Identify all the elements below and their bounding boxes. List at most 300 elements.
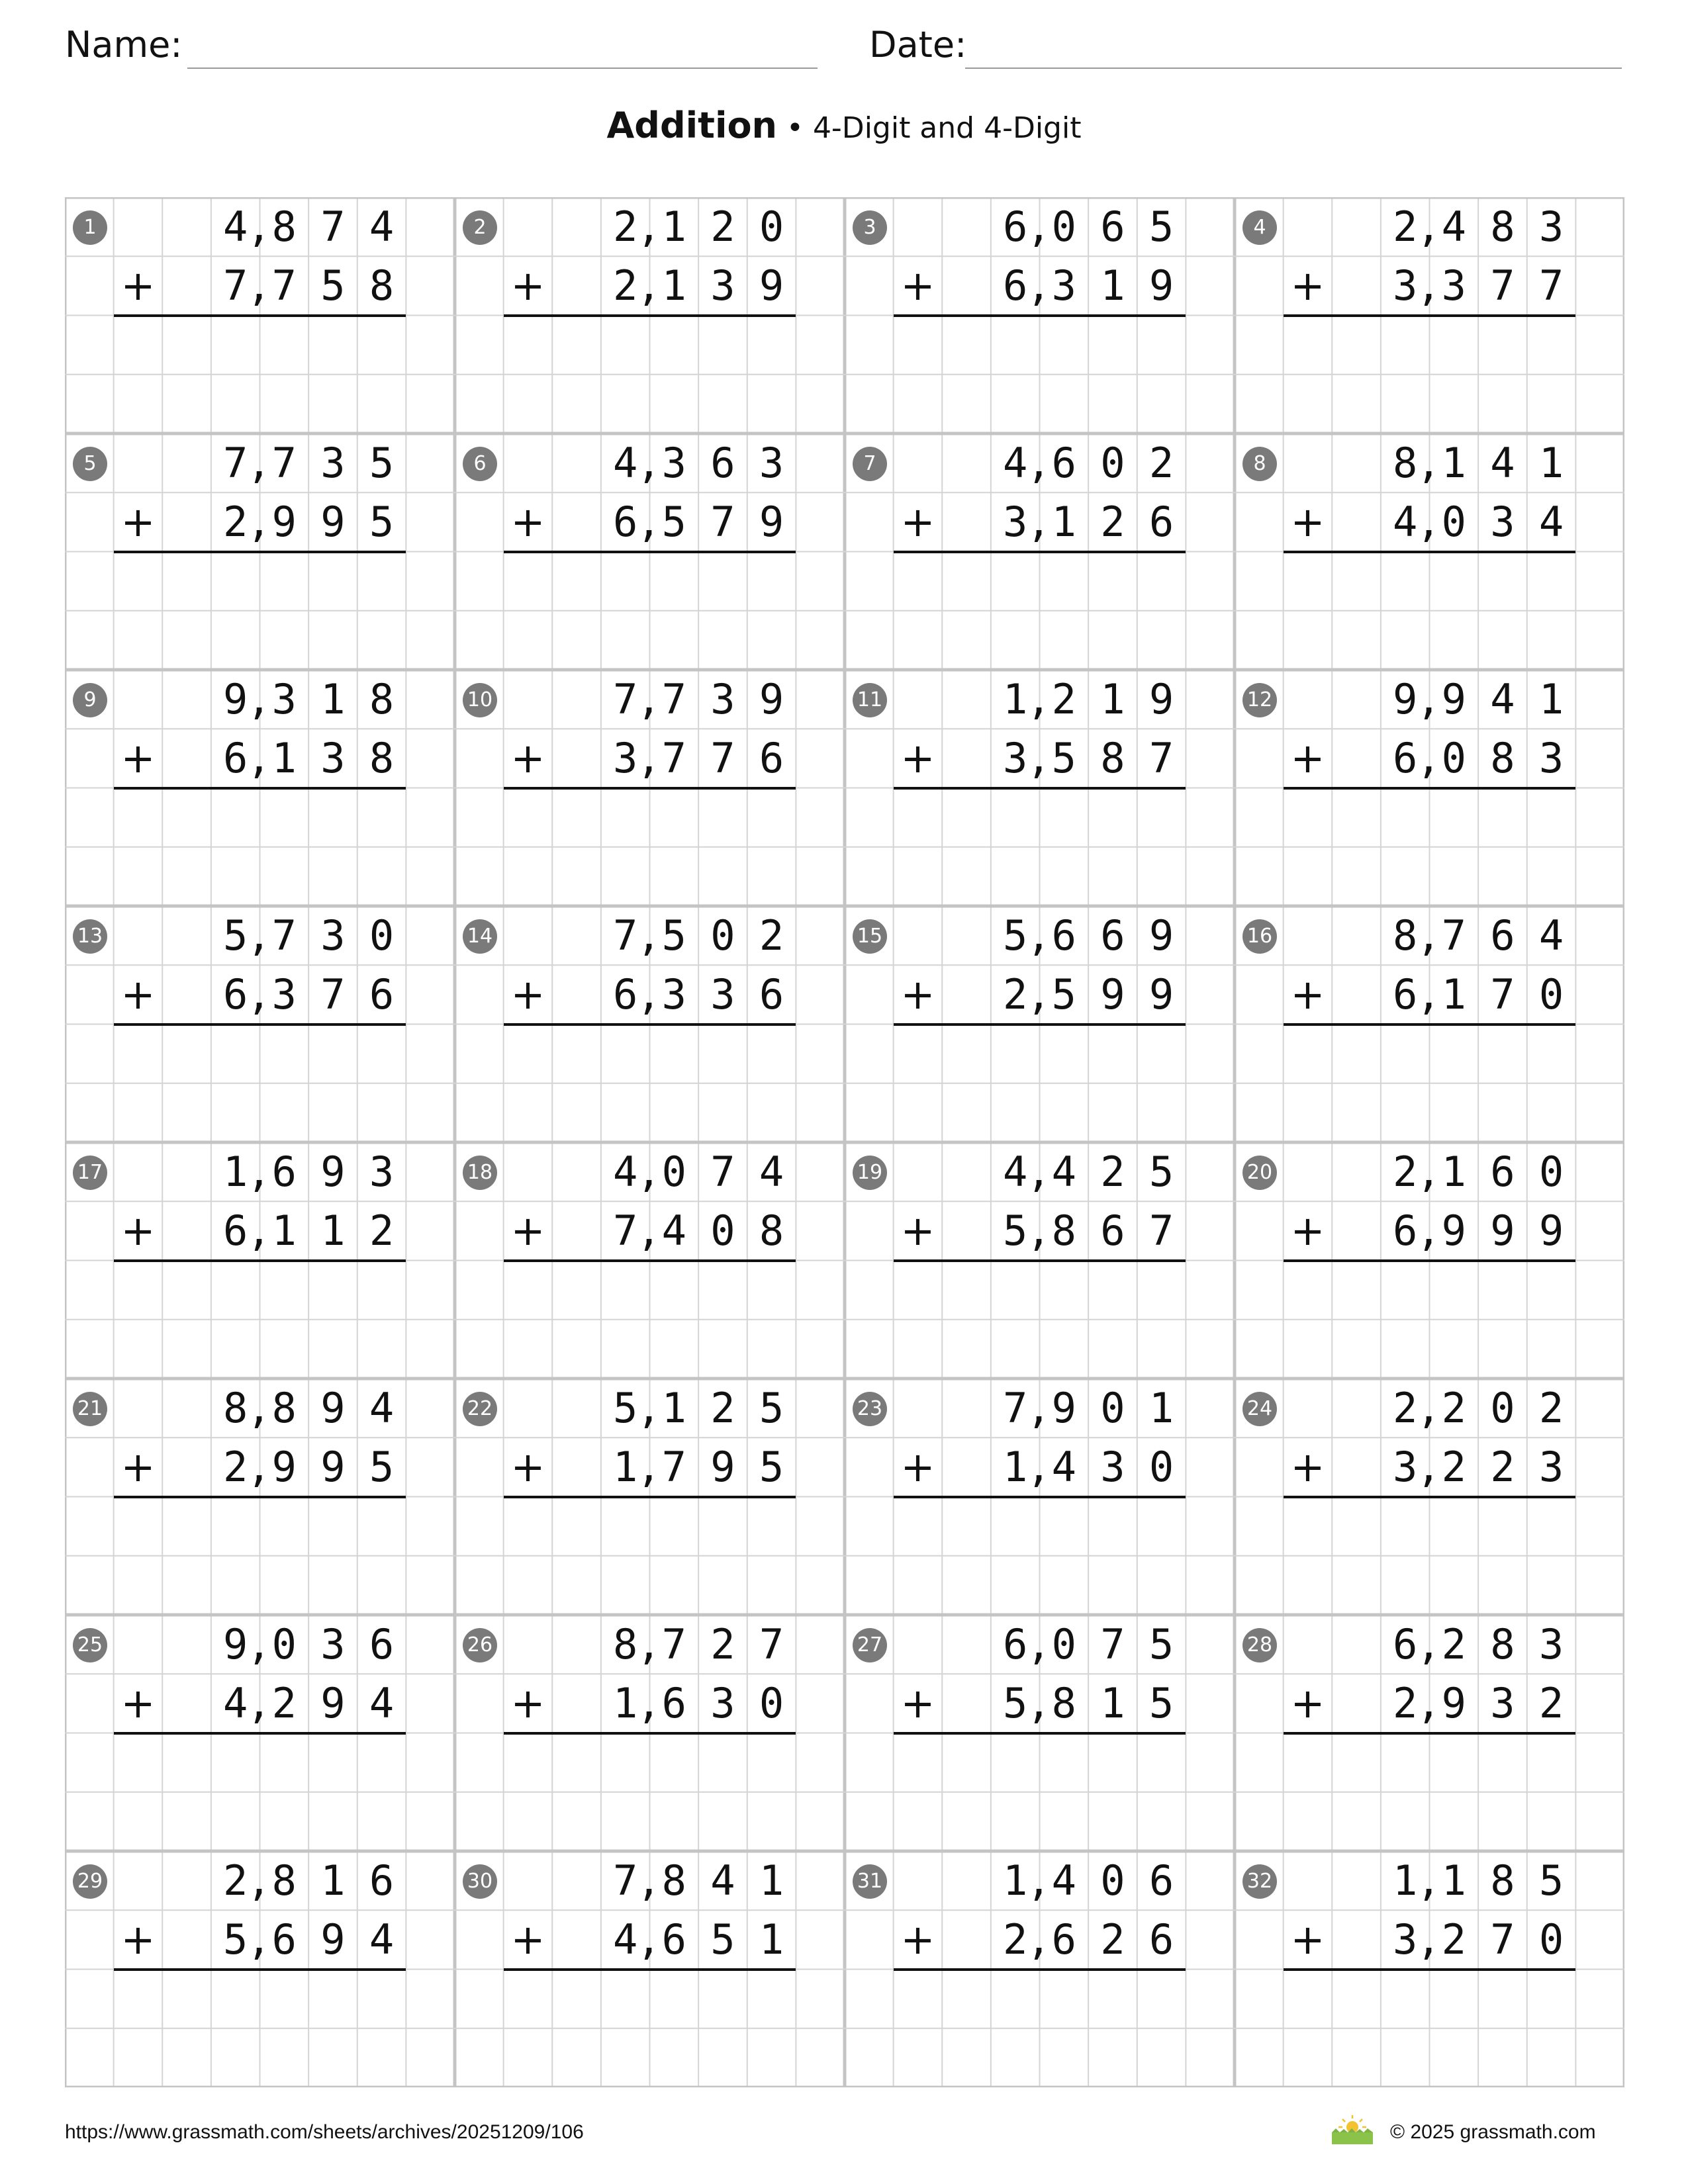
addend-top-digit: 6 bbox=[1490, 1148, 1515, 1196]
addend-top-digit: 1 bbox=[1538, 675, 1564, 723]
addend-bottom-digit: 4 bbox=[613, 1915, 638, 1964]
problem-8 bbox=[1235, 433, 1624, 670]
addend-bottom-thousands-comma: , bbox=[636, 261, 661, 310]
problem-15 bbox=[845, 906, 1235, 1142]
addend-top-thousands-comma: , bbox=[1416, 675, 1441, 723]
addend-bottom-digit: 1 bbox=[1051, 498, 1076, 547]
plus-sign: + bbox=[120, 1679, 156, 1728]
addend-top-thousands-comma: , bbox=[1416, 1856, 1441, 1905]
answer-area[interactable] bbox=[1284, 1497, 1576, 1615]
addend-top-digit: 3 bbox=[320, 439, 346, 487]
addend-top-thousands-comma: , bbox=[636, 439, 661, 487]
addend-bottom-digit: 6 bbox=[1051, 1915, 1076, 1964]
addend-top-digit: 7 bbox=[1003, 1384, 1028, 1432]
addend-bottom-digit: 7 bbox=[661, 734, 686, 783]
addend-bottom-digit: 3 bbox=[271, 970, 297, 1019]
addend-top-digit: 5 bbox=[613, 1384, 638, 1432]
addend-top-digit: 0 bbox=[1100, 439, 1125, 487]
addend-bottom-digit: 8 bbox=[1490, 734, 1515, 783]
addend-top-digit: 2 bbox=[1538, 1384, 1564, 1432]
addend-bottom-digit: 8 bbox=[759, 1206, 784, 1255]
addend-top-digit: 4 bbox=[613, 439, 638, 487]
addend-bottom-digit: 1 bbox=[1003, 1443, 1028, 1492]
addend-top-digit: 1 bbox=[320, 675, 346, 723]
addend-bottom-digit: 6 bbox=[1393, 970, 1418, 1019]
problem-20 bbox=[1235, 1142, 1624, 1379]
addend-bottom-digit: 5 bbox=[1051, 970, 1076, 1019]
addend-bottom-digit: 6 bbox=[759, 970, 784, 1019]
plus-sign: + bbox=[510, 261, 545, 310]
addend-top-digit: 4 bbox=[1490, 439, 1515, 487]
addend-bottom-digit: 0 bbox=[1538, 970, 1564, 1019]
answer-area[interactable] bbox=[504, 1970, 796, 2088]
addend-top-digit: 0 bbox=[661, 1148, 686, 1196]
addend-bottom-digit: 3 bbox=[1490, 1679, 1515, 1728]
addend-bottom-digit: 7 bbox=[320, 970, 346, 1019]
addend-bottom-digit: 9 bbox=[1100, 970, 1125, 1019]
addend-top-thousands-comma: , bbox=[1416, 439, 1441, 487]
addend-top-digit: 6 bbox=[1100, 203, 1125, 251]
plus-sign: + bbox=[510, 970, 545, 1019]
answer-area[interactable] bbox=[1284, 552, 1576, 670]
answer-area[interactable] bbox=[114, 788, 406, 907]
addend-top-digit: 2 bbox=[759, 911, 784, 960]
plus-sign: + bbox=[1290, 1915, 1325, 1964]
answer-area[interactable] bbox=[504, 1497, 796, 1615]
addend-bottom-digit: 2 bbox=[223, 498, 248, 547]
addend-top-digit: 9 bbox=[1149, 911, 1174, 960]
problem-1 bbox=[65, 197, 455, 433]
addend-top-digit: 4 bbox=[1003, 439, 1028, 487]
addend-top-digit: 1 bbox=[1441, 1148, 1466, 1196]
addend-bottom-digit: 7 bbox=[1490, 261, 1515, 310]
answer-area[interactable] bbox=[894, 552, 1186, 670]
problem-18 bbox=[455, 1142, 845, 1379]
addend-top-digit: 8 bbox=[271, 1384, 297, 1432]
problem-number-badge: 12 bbox=[1243, 683, 1277, 717]
addend-top-digit: 2 bbox=[613, 203, 638, 251]
addend-top-thousands-comma: , bbox=[636, 1148, 661, 1196]
plus-sign: + bbox=[510, 1679, 545, 1728]
addend-top-digit: 3 bbox=[320, 911, 346, 960]
addend-bottom-digit: 0 bbox=[1538, 1915, 1564, 1964]
title-subtitle: 4-Digit and 4-Digit bbox=[812, 111, 1082, 145]
addend-top-digit: 0 bbox=[759, 203, 784, 251]
addend-top-thousands-comma: , bbox=[1416, 911, 1441, 960]
addend-bottom-digit: 6 bbox=[1003, 261, 1028, 310]
answer-area[interactable] bbox=[894, 1497, 1186, 1615]
addend-top-digit: 6 bbox=[271, 1148, 297, 1196]
plus-sign: + bbox=[510, 1443, 545, 1492]
addend-top-digit: 9 bbox=[759, 675, 784, 723]
addend-top-thousands-comma: , bbox=[636, 675, 661, 723]
addend-bottom-digit: 7 bbox=[223, 261, 248, 310]
problem-19 bbox=[845, 1142, 1235, 1379]
problem-number-badge: 1 bbox=[73, 210, 107, 245]
problem-number-badge: 14 bbox=[463, 919, 497, 954]
addend-bottom-digit: 3 bbox=[661, 970, 686, 1019]
plus-sign: + bbox=[900, 261, 935, 310]
addend-bottom-thousands-comma: , bbox=[246, 1206, 271, 1255]
addend-top-digit: 1 bbox=[1100, 675, 1125, 723]
addend-top-digit: 7 bbox=[710, 1148, 735, 1196]
addend-bottom-digit: 4 bbox=[1538, 498, 1564, 547]
problem-31 bbox=[845, 1851, 1235, 2087]
answer-area[interactable] bbox=[114, 1261, 406, 1379]
addend-top-digit: 3 bbox=[320, 1620, 346, 1668]
addend-bottom-digit: 7 bbox=[1149, 734, 1174, 783]
addend-bottom-digit: 3 bbox=[710, 261, 735, 310]
addend-bottom-digit: 2 bbox=[1393, 1679, 1418, 1728]
addend-bottom-digit: 5 bbox=[1003, 1206, 1028, 1255]
addend-bottom-digit: 9 bbox=[320, 498, 346, 547]
addend-top-digit: 4 bbox=[1051, 1856, 1076, 1905]
addend-top-digit: 8 bbox=[369, 675, 395, 723]
problem-26 bbox=[455, 1615, 845, 1851]
answer-area[interactable] bbox=[114, 1970, 406, 2088]
addend-bottom-digit: 0 bbox=[1149, 1443, 1174, 1492]
addend-bottom-digit: 4 bbox=[369, 1915, 395, 1964]
addend-bottom-thousands-comma: , bbox=[246, 261, 271, 310]
addend-bottom-digit: 2 bbox=[1100, 498, 1125, 547]
addend-top-digit: 3 bbox=[1538, 1620, 1564, 1668]
addend-bottom-digit: 3 bbox=[1051, 261, 1076, 310]
addend-top-digit: 7 bbox=[661, 675, 686, 723]
addend-top-digit: 2 bbox=[1441, 1384, 1466, 1432]
addend-top-digit: 3 bbox=[1538, 203, 1564, 251]
addend-top-digit: 2 bbox=[1393, 1148, 1418, 1196]
answer-area[interactable] bbox=[504, 1261, 796, 1379]
addend-bottom-digit: 1 bbox=[613, 1443, 638, 1492]
answer-area[interactable] bbox=[114, 552, 406, 670]
addend-bottom-digit: 9 bbox=[320, 1443, 346, 1492]
addend-bottom-digit: 7 bbox=[271, 261, 297, 310]
answer-area[interactable] bbox=[114, 1733, 406, 1852]
addend-top-thousands-comma: , bbox=[246, 1148, 271, 1196]
problem-number-badge: 21 bbox=[73, 1392, 107, 1426]
addend-top-digit: 4 bbox=[1490, 675, 1515, 723]
addend-bottom-digit: 2 bbox=[223, 1443, 248, 1492]
addend-bottom-digit: 8 bbox=[1100, 734, 1125, 783]
addend-top-digit: 7 bbox=[759, 1620, 784, 1668]
addend-top-digit: 1 bbox=[1393, 1856, 1418, 1905]
problem-number-badge: 11 bbox=[853, 683, 887, 717]
date-field-line[interactable] bbox=[965, 68, 1622, 69]
problem-24 bbox=[1235, 1379, 1624, 1615]
addend-top-digit: 4 bbox=[369, 1384, 395, 1432]
addend-bottom-thousands-comma: , bbox=[636, 498, 661, 547]
addend-bottom-thousands-comma: , bbox=[1416, 498, 1441, 547]
plus-sign: + bbox=[120, 734, 156, 783]
addend-top-thousands-comma: , bbox=[636, 203, 661, 251]
addend-bottom-digit: 6 bbox=[1149, 498, 1174, 547]
addend-top-digit: 3 bbox=[271, 675, 297, 723]
addend-top-digit: 8 bbox=[661, 1856, 686, 1905]
addend-top-digit: 3 bbox=[710, 675, 735, 723]
addend-bottom-digit: 2 bbox=[1538, 1679, 1564, 1728]
addend-bottom-digit: 1 bbox=[661, 261, 686, 310]
addend-top-thousands-comma: , bbox=[246, 911, 271, 960]
plus-sign: + bbox=[510, 1915, 545, 1964]
addend-bottom-digit: 3 bbox=[1003, 734, 1028, 783]
answer-area[interactable] bbox=[1284, 1024, 1576, 1143]
problem-number-badge: 31 bbox=[853, 1864, 887, 1899]
addend-bottom-digit: 8 bbox=[1051, 1679, 1076, 1728]
plus-sign: + bbox=[1290, 970, 1325, 1019]
addend-top-digit: 4 bbox=[759, 1148, 784, 1196]
addend-bottom-digit: 9 bbox=[1538, 1206, 1564, 1255]
addend-bottom-thousands-comma: , bbox=[1026, 970, 1051, 1019]
addend-top-thousands-comma: , bbox=[246, 1620, 271, 1668]
addend-top-thousands-comma: , bbox=[1026, 203, 1051, 251]
addend-bottom-thousands-comma: , bbox=[1026, 734, 1051, 783]
addend-top-digit: 0 bbox=[1051, 1620, 1076, 1668]
addend-bottom-digit: 9 bbox=[1490, 1206, 1515, 1255]
addend-top-digit: 2 bbox=[710, 203, 735, 251]
name-field-line[interactable] bbox=[187, 68, 818, 69]
addend-bottom-digit: 9 bbox=[710, 1443, 735, 1492]
addend-bottom-digit: 5 bbox=[710, 1915, 735, 1964]
addend-top-thousands-comma: , bbox=[1416, 1620, 1441, 1668]
addend-top-digit: 0 bbox=[1538, 1148, 1564, 1196]
problem-grid bbox=[65, 197, 1624, 2087]
answer-area[interactable] bbox=[504, 788, 796, 907]
answer-area[interactable] bbox=[894, 1970, 1186, 2088]
addend-top-digit: 4 bbox=[1003, 1148, 1028, 1196]
addend-top-digit: 7 bbox=[1441, 911, 1466, 960]
answer-area[interactable] bbox=[1284, 1970, 1576, 2088]
problem-number-badge: 15 bbox=[853, 919, 887, 954]
problem-number-badge: 20 bbox=[1243, 1156, 1277, 1190]
addend-top-thousands-comma: , bbox=[246, 675, 271, 723]
addend-bottom-digit: 0 bbox=[710, 1206, 735, 1255]
addend-top-digit: 1 bbox=[1441, 439, 1466, 487]
addend-bottom-digit: 2 bbox=[271, 1679, 297, 1728]
addend-bottom-thousands-comma: , bbox=[1026, 1915, 1051, 1964]
addend-top-digit: 9 bbox=[223, 675, 248, 723]
plus-sign: + bbox=[120, 261, 156, 310]
addend-top-digit: 8 bbox=[1490, 1620, 1515, 1668]
addend-bottom-thousands-comma: , bbox=[1416, 1443, 1441, 1492]
problem-number-badge: 18 bbox=[463, 1156, 497, 1190]
answer-area[interactable] bbox=[1284, 316, 1576, 434]
problem-12 bbox=[1235, 670, 1624, 906]
addend-top-digit: 8 bbox=[1490, 1856, 1515, 1905]
title-main: Addition bbox=[606, 105, 777, 146]
addend-bottom-digit: 7 bbox=[1149, 1206, 1174, 1255]
answer-area[interactable] bbox=[894, 1261, 1186, 1379]
plus-sign: + bbox=[510, 498, 545, 547]
answer-area[interactable] bbox=[114, 316, 406, 434]
addend-top-digit: 2 bbox=[1393, 1384, 1418, 1432]
addend-top-digit: 2 bbox=[1149, 439, 1174, 487]
addend-top-digit: 6 bbox=[1393, 1620, 1418, 1668]
addend-bottom-digit: 9 bbox=[1441, 1679, 1466, 1728]
addend-top-digit: 6 bbox=[1100, 911, 1125, 960]
addend-bottom-digit: 4 bbox=[1393, 498, 1418, 547]
plus-sign: + bbox=[900, 1206, 935, 1255]
answer-area[interactable] bbox=[1284, 788, 1576, 907]
addend-top-thousands-comma: , bbox=[1416, 1384, 1441, 1432]
addend-top-digit: 0 bbox=[1490, 1384, 1515, 1432]
answer-area[interactable] bbox=[1284, 1733, 1576, 1852]
addend-bottom-digit: 1 bbox=[271, 1206, 297, 1255]
addend-top-thousands-comma: , bbox=[1026, 439, 1051, 487]
addend-bottom-digit: 4 bbox=[1051, 1443, 1076, 1492]
problem-9 bbox=[65, 670, 455, 906]
answer-area[interactable] bbox=[894, 788, 1186, 907]
addend-top-digit: 2 bbox=[710, 1384, 735, 1432]
addend-bottom-digit: 6 bbox=[661, 1679, 686, 1728]
answer-area[interactable] bbox=[114, 1497, 406, 1615]
addend-bottom-digit: 4 bbox=[223, 1679, 248, 1728]
plus-sign: + bbox=[900, 734, 935, 783]
problem-number-badge: 17 bbox=[73, 1156, 107, 1190]
addend-bottom-digit: 3 bbox=[1393, 261, 1418, 310]
plus-sign: + bbox=[900, 1915, 935, 1964]
footer-copyright: © 2025 grassmath.com bbox=[1390, 2121, 1596, 2143]
answer-area[interactable] bbox=[894, 1733, 1186, 1852]
addend-bottom-digit: 5 bbox=[759, 1443, 784, 1492]
problem-number-badge: 29 bbox=[73, 1864, 107, 1899]
addend-top-digit: 1 bbox=[1003, 675, 1028, 723]
addend-top-digit: 1 bbox=[1003, 1856, 1028, 1905]
problem-number-badge: 8 bbox=[1243, 447, 1277, 481]
addend-bottom-digit: 6 bbox=[613, 498, 638, 547]
problem-22 bbox=[455, 1379, 845, 1615]
addend-bottom-digit: 7 bbox=[1490, 1915, 1515, 1964]
answer-area[interactable] bbox=[504, 552, 796, 670]
addend-bottom-digit: 6 bbox=[661, 1915, 686, 1964]
addend-top-digit: 6 bbox=[1051, 439, 1076, 487]
addend-top-digit: 3 bbox=[661, 439, 686, 487]
addend-top-digit: 6 bbox=[1490, 911, 1515, 960]
problem-32 bbox=[1235, 1851, 1624, 2087]
problem-number-badge: 19 bbox=[853, 1156, 887, 1190]
addend-bottom-digit: 2 bbox=[1490, 1443, 1515, 1492]
addend-top-digit: 9 bbox=[1441, 675, 1466, 723]
addend-top-thousands-comma: , bbox=[636, 1384, 661, 1432]
plus-sign: + bbox=[120, 498, 156, 547]
addend-bottom-digit: 7 bbox=[1538, 261, 1564, 310]
addend-bottom-digit: 1 bbox=[759, 1915, 784, 1964]
plus-sign: + bbox=[120, 1443, 156, 1492]
answer-area[interactable] bbox=[504, 1024, 796, 1143]
addend-bottom-digit: 8 bbox=[1051, 1206, 1076, 1255]
addend-bottom-digit: 7 bbox=[710, 734, 735, 783]
addend-bottom-digit: 5 bbox=[223, 1915, 248, 1964]
addend-top-digit: 7 bbox=[661, 1620, 686, 1668]
addend-top-thousands-comma: , bbox=[636, 1620, 661, 1668]
addend-bottom-digit: 7 bbox=[613, 1206, 638, 1255]
addend-bottom-digit: 4 bbox=[369, 1679, 395, 1728]
answer-area[interactable] bbox=[894, 1024, 1186, 1143]
addend-bottom-thousands-comma: , bbox=[1026, 498, 1051, 547]
addend-top-digit: 6 bbox=[710, 439, 735, 487]
addend-bottom-digit: 3 bbox=[1100, 1443, 1125, 1492]
addend-top-digit: 6 bbox=[1149, 1856, 1174, 1905]
addend-top-digit: 4 bbox=[223, 203, 248, 251]
addend-top-digit: 7 bbox=[271, 439, 297, 487]
addend-bottom-thousands-comma: , bbox=[636, 1915, 661, 1964]
addend-top-thousands-comma: , bbox=[1026, 675, 1051, 723]
addend-bottom-digit: 2 bbox=[1003, 970, 1028, 1019]
plus-sign: + bbox=[900, 970, 935, 1019]
addend-bottom-digit: 3 bbox=[1490, 498, 1515, 547]
answer-area[interactable] bbox=[504, 1733, 796, 1852]
addend-top-digit: 8 bbox=[613, 1620, 638, 1668]
name-label: Name: bbox=[65, 24, 183, 66]
problem-16 bbox=[1235, 906, 1624, 1142]
problem-number-badge: 3 bbox=[853, 210, 887, 245]
addend-top-digit: 7 bbox=[613, 911, 638, 960]
problem-number-badge: 26 bbox=[463, 1628, 497, 1662]
addend-top-digit: 4 bbox=[369, 203, 395, 251]
addend-top-digit: 5 bbox=[369, 439, 395, 487]
addend-top-digit: 2 bbox=[710, 1620, 735, 1668]
addend-bottom-thousands-comma: , bbox=[1026, 1679, 1051, 1728]
addend-top-digit: 0 bbox=[1051, 203, 1076, 251]
problem-11 bbox=[845, 670, 1235, 906]
problem-25 bbox=[65, 1615, 455, 1851]
addend-bottom-digit: 3 bbox=[1538, 1443, 1564, 1492]
answer-area[interactable] bbox=[894, 316, 1186, 434]
addend-bottom-digit: 3 bbox=[1538, 734, 1564, 783]
problem-27 bbox=[845, 1615, 1235, 1851]
addend-top-thousands-comma: , bbox=[1416, 203, 1441, 251]
answer-area[interactable] bbox=[1284, 1261, 1576, 1379]
answer-area[interactable] bbox=[504, 316, 796, 434]
addend-top-thousands-comma: , bbox=[1416, 1148, 1441, 1196]
problem-21 bbox=[65, 1379, 455, 1615]
title-separator: • bbox=[777, 111, 813, 145]
problem-28 bbox=[1235, 1615, 1624, 1851]
addend-bottom-digit: 6 bbox=[223, 970, 248, 1019]
problem-number-badge: 27 bbox=[853, 1628, 887, 1662]
addend-bottom-digit: 0 bbox=[1441, 498, 1466, 547]
addend-bottom-digit: 2 bbox=[613, 261, 638, 310]
addend-top-digit: 2 bbox=[1393, 203, 1418, 251]
addend-top-digit: 1 bbox=[661, 1384, 686, 1432]
problem-number-badge: 2 bbox=[463, 210, 497, 245]
addend-bottom-digit: 2 bbox=[1441, 1915, 1466, 1964]
addend-bottom-digit: 6 bbox=[1100, 1206, 1125, 1255]
addend-top-digit: 1 bbox=[223, 1148, 248, 1196]
answer-area[interactable] bbox=[114, 1024, 406, 1143]
addend-top-thousands-comma: , bbox=[636, 911, 661, 960]
addend-top-thousands-comma: , bbox=[1026, 911, 1051, 960]
plus-sign: + bbox=[1290, 1206, 1325, 1255]
addend-top-digit: 2 bbox=[1441, 1620, 1466, 1668]
addend-top-digit: 3 bbox=[369, 1148, 395, 1196]
addend-top-digit: 8 bbox=[1393, 911, 1418, 960]
addend-top-digit: 8 bbox=[271, 1856, 297, 1905]
addend-bottom-digit: 9 bbox=[271, 498, 297, 547]
addend-top-digit: 1 bbox=[320, 1856, 346, 1905]
addend-top-thousands-comma: , bbox=[636, 1856, 661, 1905]
addend-top-digit: 9 bbox=[320, 1148, 346, 1196]
addend-bottom-digit: 1 bbox=[613, 1679, 638, 1728]
addend-bottom-thousands-comma: , bbox=[1416, 1679, 1441, 1728]
addend-top-digit: 7 bbox=[320, 203, 346, 251]
addend-top-digit: 8 bbox=[223, 1384, 248, 1432]
addend-bottom-digit: 5 bbox=[369, 1443, 395, 1492]
addend-top-digit: 5 bbox=[1003, 911, 1028, 960]
date-label: Date: bbox=[869, 24, 967, 66]
addend-bottom-thousands-comma: , bbox=[636, 734, 661, 783]
addend-bottom-thousands-comma: , bbox=[1416, 1206, 1441, 1255]
addend-bottom-digit: 1 bbox=[1441, 970, 1466, 1019]
